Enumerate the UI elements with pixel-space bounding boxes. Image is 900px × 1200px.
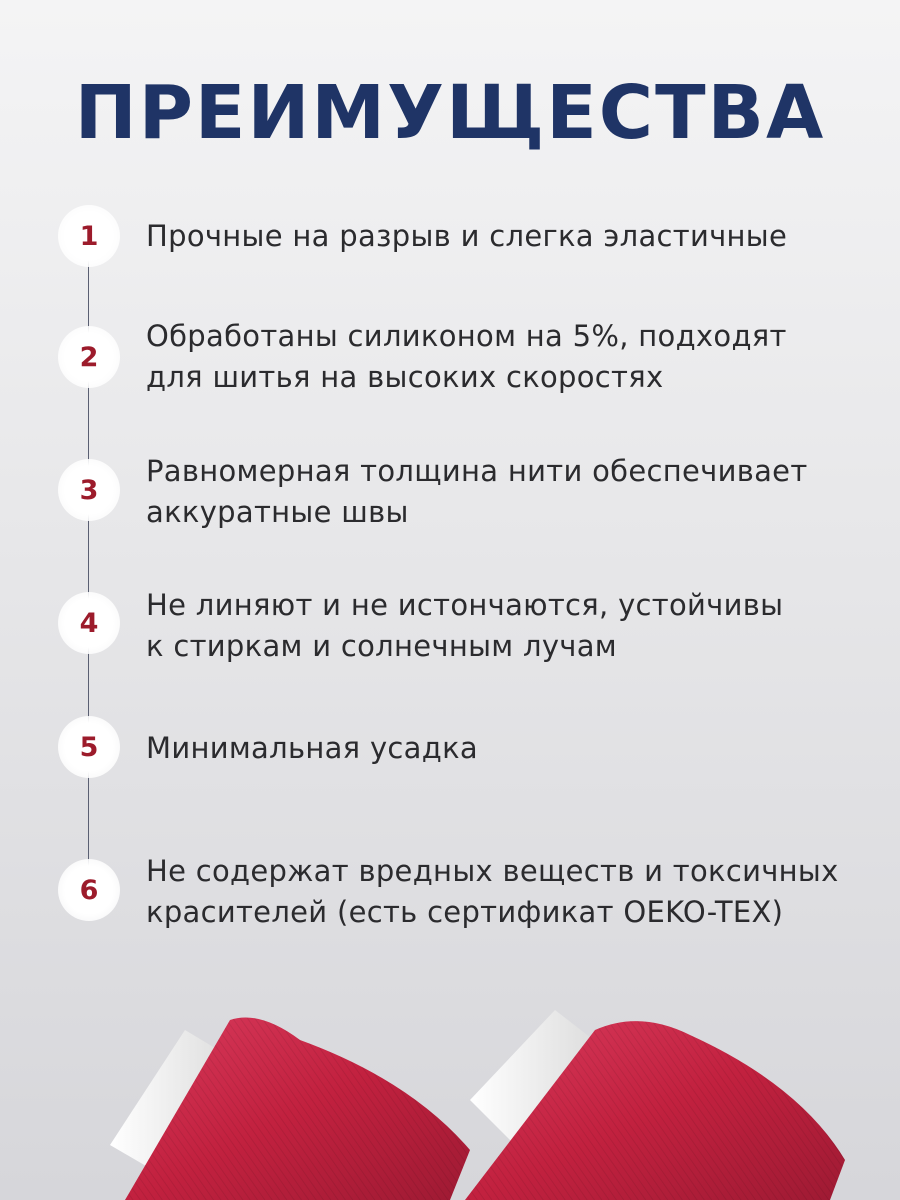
advantage-text-line: аккуратные швы bbox=[146, 495, 409, 529]
advantage-text-line: Равномерная толщина нити обеспечивает bbox=[146, 454, 808, 488]
advantage-text bbox=[146, 316, 866, 398]
advantage-text-line: красителей (есть сертификат OEKO-TEX) bbox=[146, 895, 784, 929]
number-badge: 6 bbox=[58, 859, 120, 921]
advantage-text bbox=[146, 585, 866, 667]
thread-spools-image bbox=[0, 990, 900, 1200]
number-badge: 4 bbox=[58, 592, 120, 654]
advantage-text-line: Прочные на разрыв и слегка эластичные bbox=[146, 219, 788, 253]
left-spool bbox=[110, 1018, 470, 1200]
right-spool bbox=[465, 1010, 845, 1200]
advantage-text bbox=[146, 728, 866, 769]
advantage-text-line: Не содержат вредных веществ и токсичных bbox=[146, 854, 839, 888]
advantage-text bbox=[146, 851, 866, 933]
advantage-text bbox=[146, 216, 866, 257]
number-badge: 3 bbox=[58, 459, 120, 521]
advantage-text-line: Не линяют и не истончаются, устойчивы bbox=[146, 588, 784, 622]
advantage-text bbox=[146, 451, 866, 533]
page-title: ПРЕИМУЩЕСТВА bbox=[74, 70, 826, 156]
number-badge: 1 bbox=[58, 205, 120, 267]
advantage-text-line: Обработаны силиконом на 5%, подходят bbox=[146, 319, 787, 353]
number-badge: 2 bbox=[58, 326, 120, 388]
number-badge: 5 bbox=[58, 716, 120, 778]
advantage-text-line: для шитья на высоких скоростях bbox=[146, 360, 664, 394]
advantage-text-line: Минимальная усадка bbox=[146, 731, 478, 765]
advantage-text-line: к стиркам и солнечным лучам bbox=[146, 629, 617, 663]
